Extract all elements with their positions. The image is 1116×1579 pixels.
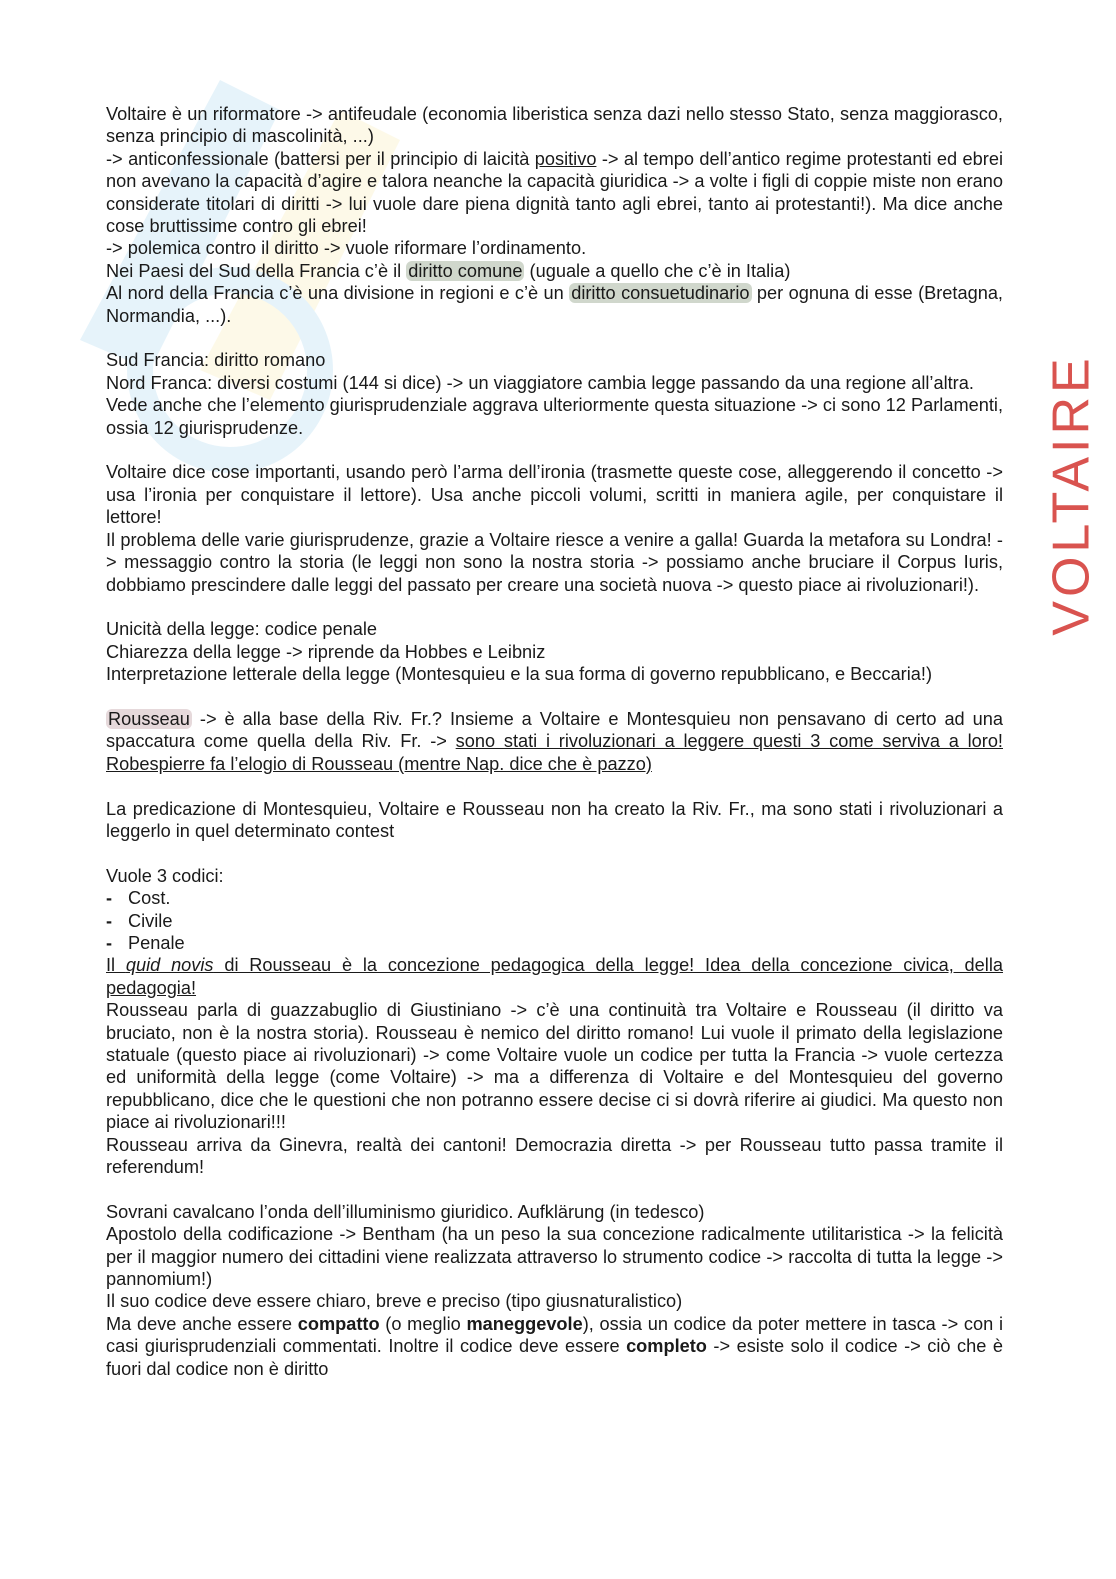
paragraph: Interpretazione letterale della legge (Montesquieu e la sua forma di governo repubblicano, e Beccaria!) bbox=[106, 664, 933, 685]
paragraph: -> anticonfessionale (battersi per il principio di laicità positivo -> al tempo dell’antico regime protestanti ed ebrei non avevano la capacità d’agire e talora neanche la capacità giuridica -> a volte i figli di coppie miste non erano considerate titolari di diritti -> lui vuole dare piena dignità tanto agli ebrei, tanto ai protestanti!). Ma dice anche cose bruttissime contro gli ebrei! bbox=[106, 148, 1003, 237]
paragraph: Sovrani cavalcano l’onda dell’illuminismo giuridico. Aufklärung (in tedesco) bbox=[106, 1201, 705, 1222]
underlined-sentence: sono stati i rivoluzionari a leggere questi 3 come serviva a loro! Robespierre fa l’elogio di Rousseau (mentre Nap. dice che è pazzo) bbox=[106, 731, 1003, 774]
list-item: - Penale bbox=[106, 932, 1003, 954]
highlight-diritto-consuetudinario: diritto consuetudinario bbox=[571, 283, 750, 304]
paragraph: Voltaire è un riformatore -> antifeudale (economia liberistica senza dazi nello stesso Stato, senza maggiorasco, senza principio di mascolinità, ...) bbox=[106, 104, 1003, 147]
paragraph: -> polemica contro il diritto -> vuole riformare l’ordinamento. bbox=[106, 238, 587, 259]
paragraph: Nei Paesi del Sud della Francia c’è il diritto comune (uguale a quello che c’è in Italia) bbox=[106, 260, 791, 281]
paragraph: Vede anche che l’elemento giurisprudenziale aggrava ulteriormente questa situazione -> ci sono 12 Parlamenti, ossia 12 giurisprudenze. bbox=[106, 395, 1003, 438]
paragraph: Unicità della legge: codice penale bbox=[106, 619, 377, 640]
list-item: - Civile bbox=[106, 910, 1003, 932]
paragraph: Rousseau parla di guazzabuglio di Giustiniano -> c’è una continuità tra Voltaire e Rousseau (il diritto va bruciato, non è la nostra storia). Rousseau è nemico del diritto romano! Lui vuole il primato della legislazione statuale (questo piace ai rivoluzionari) -> come Voltaire vuole un codice per tutta la Francia -> vuole certezza ed uniformità della legge (come Voltaire) -> ma a differenza di Voltaire e del Montesquieu del governo repubblicano, dice che le questioni che non potranno essere decise ci si dovrà riferire ai giudici. Ma questo non piace ai rivoluzionari!!! bbox=[106, 1000, 1003, 1133]
underlined-term: positivo bbox=[534, 148, 597, 169]
list-item: - Cost. bbox=[106, 887, 1003, 909]
paragraph: Ma deve anche essere compatto (o meglio maneggevole), ossia un codice da poter mettere in tasca -> con i casi giurisprudenziali commentati. Inoltre il codice deve essere completo -> esiste solo il codice -> ciò che è fuori dal codice non è diritto bbox=[106, 1313, 1003, 1379]
paragraph: Il suo codice deve essere chiaro, breve e preciso (tipo giusnaturalistico) bbox=[106, 1291, 683, 1312]
paragraph: Sud Francia: diritto romano bbox=[106, 350, 326, 371]
list-intro: Vuole 3 codici: bbox=[106, 865, 224, 886]
handwritten-side-label bbox=[1035, 330, 1115, 660]
codes-list bbox=[106, 887, 1003, 954]
paragraph: Voltaire dice cose importanti, usando però l’arma dell’ironia (trasmette queste cose, alleggerendo il concetto -> usa l’ironia per conquistare il lettore). Usa anche piccoli volumi, scritti in maniera agile, per conquistare il lettore! bbox=[106, 462, 1003, 528]
paragraph: Apostolo della codificazione -> Bentham (ha un peso la sua concezione radicalmente utilitaristica -> la felicità per il maggior numero dei cittadini viene realizzata attraverso lo strumento codice -> raccolta di tutta la legge -> pannomium!) bbox=[106, 1224, 1003, 1290]
highlight-rousseau: Rousseau bbox=[108, 708, 190, 729]
side-label-text: VOLTAIRE bbox=[1042, 354, 1101, 636]
highlight-diritto-comune: diritto comune bbox=[408, 260, 523, 281]
notes-page bbox=[106, 103, 1003, 1380]
paragraph: Il problema delle varie giurisprudenze, grazie a Voltaire riesce a venire a galla! Guarda la metafora su Londra! -> messaggio contro la storia (le leggi non sono la nostra storia -> possiamo anche bruciare il Corpus Iuris, dobbiamo prescindere dalle leggi del passato per creare una società nuova -> questo piace ai rivoluzionari!). bbox=[106, 529, 1003, 595]
paragraph: Nord Franca: diversi costumi (144 si dice) -> un viaggiatore cambia legge passando da una regione all’altra. bbox=[106, 372, 974, 393]
underlined-paragraph: Il quid novis di Rousseau è la concezione pedagogica della legge! Idea della concezione civica, della pedagogia! bbox=[106, 955, 1003, 998]
paragraph: Al nord della Francia c’è una divisione in regioni e c’è un diritto consuetudinario per ognuna di esse (Bretagna, Normandia, ...). bbox=[106, 283, 1003, 326]
paragraph: La predicazione di Montesquieu, Voltaire e Rousseau non ha creato la Riv. Fr., ma sono stati i rivoluzionari a leggerlo in quel determinato contest bbox=[106, 798, 1003, 841]
paragraph: Chiarezza della legge -> riprende da Hobbes e Leibniz bbox=[106, 641, 546, 662]
paragraph: Rousseau arriva da Ginevra, realtà dei cantoni! Democrazia diretta -> per Rousseau tutto passa tramite il referendum! bbox=[106, 1134, 1003, 1177]
paragraph: Rousseau -> è alla base della Riv. Fr.? Insieme a Voltaire e Montesquieu non pensavano di certo ad una spaccatura come quella della Riv. Fr. -> sono stati i rivoluzionari a leggere questi 3 come serviva a loro! Robespierre fa l’elogio di Rousseau (mentre Nap. dice che è pazzo) bbox=[106, 708, 1003, 774]
